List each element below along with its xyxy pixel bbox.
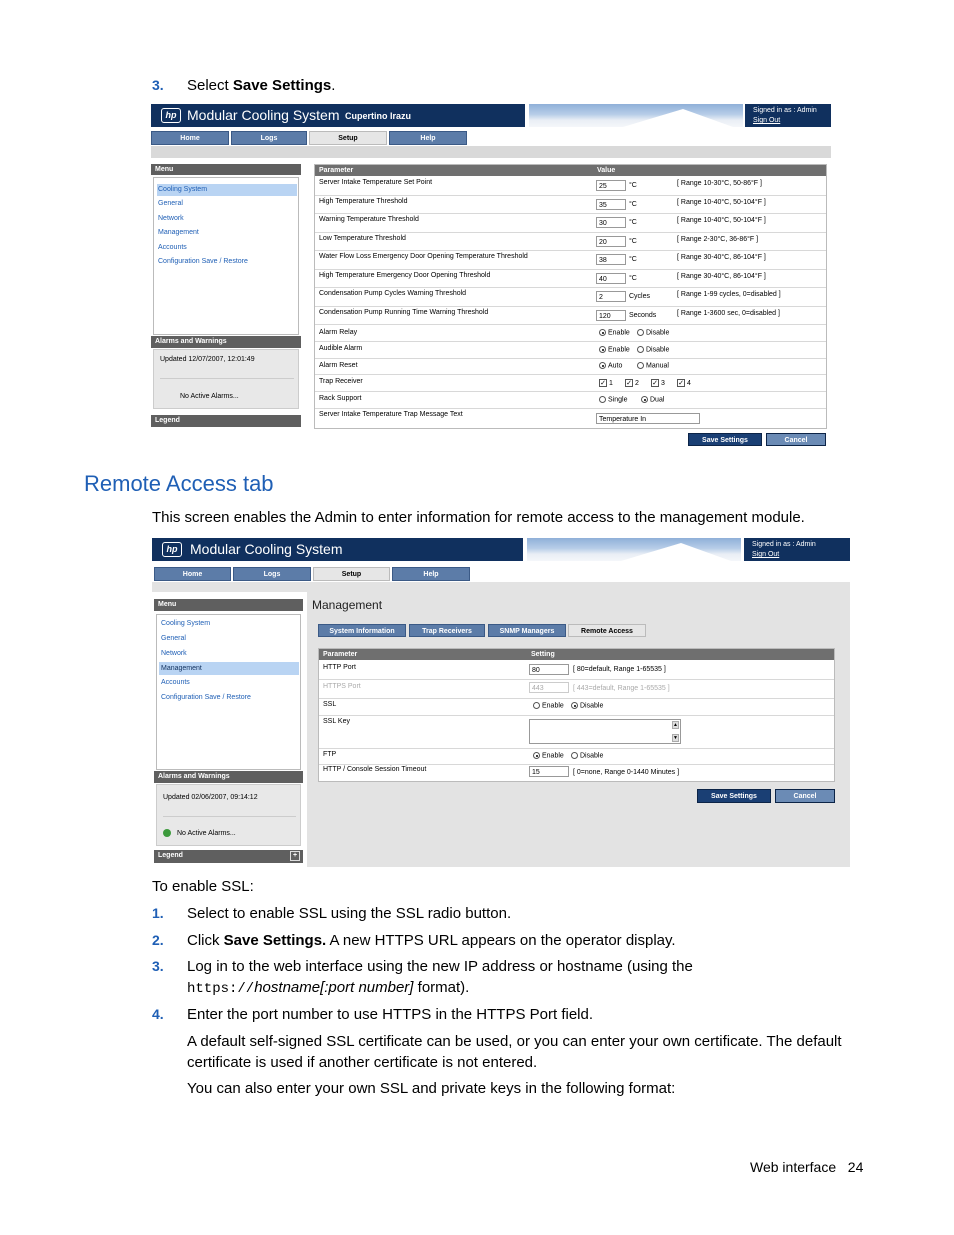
setup-screenshot: [151, 104, 831, 450]
page-number: 24: [847, 1159, 864, 1175]
ssl-disable-radio[interactable]: Disable: [571, 702, 603, 709]
row-label: Condensation Pump Running Time Warning Threshold: [319, 308, 489, 316]
menu-item-config-save-restore[interactable]: Configuration Save / Restore: [161, 694, 251, 701]
radio-icon: [637, 329, 644, 336]
row-label: Server Intake Temperature Set Point: [319, 179, 433, 186]
subtab-snmp-managers[interactable]: SNMP Managers: [488, 624, 566, 637]
value-input[interactable]: 20: [596, 236, 626, 247]
trap-receiver-3[interactable]: ✓ 3: [652, 379, 665, 387]
signed-in-box: [744, 538, 850, 561]
radio-icon: [533, 752, 540, 759]
radio-icon: [637, 346, 644, 353]
row-label: High Temperature Emergency Door Opening Threshold: [319, 271, 491, 279]
range-hint: [ Range 10-40°C, 50-104°F ]: [677, 198, 766, 206]
divider: [160, 378, 294, 379]
row-label: HTTP / Console Session Timeout: [323, 766, 427, 773]
footer: [750, 1157, 863, 1178]
value-input[interactable]: 30: [596, 217, 626, 228]
scroll-down-icon[interactable]: ▼: [673, 735, 678, 741]
unit-label: °C: [629, 237, 637, 245]
menu-header: Menu: [154, 599, 303, 611]
mountain-banner: [529, 104, 743, 127]
unit-label: °C: [629, 274, 637, 282]
alarms-panel: [156, 784, 301, 846]
step-number: 3.: [152, 958, 164, 974]
app-title: Modular Cooling System: [187, 107, 340, 123]
app-header: [152, 538, 523, 561]
mountain-banner: [527, 538, 741, 561]
tab-help[interactable]: Help: [392, 567, 470, 581]
divider: [163, 816, 296, 817]
menu-item-accounts[interactable]: Accounts: [161, 679, 190, 686]
row-label: Audible Alarm: [319, 345, 363, 352]
radio-icon: [533, 702, 540, 709]
unit-label: °C: [629, 200, 637, 208]
no-alarms-text: No Active Alarms...: [180, 393, 239, 400]
table-row: [315, 391, 826, 409]
footer-label: Web interface: [750, 1159, 837, 1175]
legend-header[interactable]: Legend: [151, 415, 301, 427]
signed-in-box: [745, 104, 831, 127]
ftp-enable-radio[interactable]: Enable: [533, 752, 564, 759]
menu-item-accounts[interactable]: Accounts: [158, 244, 187, 251]
row-label: SSL Key: [323, 718, 350, 725]
subtab-system-information[interactable]: System Information: [318, 624, 406, 637]
range-hint: [ Range 1-3600 sec, 0=disabled ]: [677, 309, 780, 317]
checkbox-icon: ✓: [626, 380, 632, 387]
hp-logo-icon: hp: [162, 542, 182, 557]
hp-logo-icon: hp: [161, 108, 181, 123]
trap-receiver-1[interactable]: ✓ 1: [600, 379, 613, 387]
alarm-relay-disable[interactable]: Disable: [637, 329, 669, 336]
remote-access-screenshot: [152, 538, 850, 867]
menu-item-general[interactable]: General: [161, 635, 186, 642]
step-number: 1.: [152, 905, 164, 921]
range-hint: [ Range 30-40°C, 86-104°F ]: [677, 254, 766, 261]
step-text: Select Save Settings.: [187, 77, 336, 94]
row-label: Alarm Reset: [319, 362, 358, 369]
table-header: [315, 165, 826, 176]
unit-label: °C: [629, 182, 637, 189]
tab-help[interactable]: Help: [389, 131, 467, 145]
range-hint: [ Range 30-40°C, 86-104°F ]: [677, 272, 766, 280]
instructions-lead: To enable SSL:: [152, 878, 254, 895]
cancel-button[interactable]: Cancel: [775, 789, 835, 803]
step-text: Log in to the web interface using the new IP address or hostname (using the https://hostname[:port number] format).: [187, 958, 693, 997]
row-label: Trap Receiver: [319, 378, 363, 385]
range-hint: [ Range 10-40°C, 50-104°F ]: [677, 217, 766, 224]
unit-label: °C: [629, 219, 637, 226]
table-row: [315, 374, 826, 392]
menu-item-cooling-system[interactable]: Cooling System: [158, 186, 208, 193]
col-parameter: Parameter: [319, 167, 354, 174]
menu-item-network[interactable]: Network: [161, 650, 187, 657]
alarms-updated: Updated 02/06/2007, 09:14:12: [163, 794, 258, 801]
col-parameter: Parameter: [323, 651, 358, 658]
alarms-updated: Updated 12/07/2007, 12:01:49: [160, 356, 255, 363]
menu-item-management[interactable]: Management: [161, 665, 202, 672]
checkbox-icon: ✓: [652, 380, 658, 387]
https-port-input[interactable]: 443: [529, 682, 569, 693]
trap-receiver-4[interactable]: ✓ 4: [678, 379, 691, 387]
save-settings-button[interactable]: Save Settings: [688, 433, 762, 446]
ok-status-icon: [163, 829, 171, 837]
menu-item-config-save-restore[interactable]: Configuration Save / Restore: [158, 258, 248, 265]
menu-item-management[interactable]: Management: [158, 229, 199, 236]
cancel-button[interactable]: Cancel: [766, 433, 826, 446]
table-row: [319, 660, 834, 680]
expand-icon[interactable]: +: [290, 851, 300, 861]
step-text: Click Save Settings. A new HTTPS URL appears on the operator display.: [187, 932, 676, 949]
radio-icon: [571, 702, 578, 709]
table-row: [315, 269, 826, 289]
ssl-enable-radio[interactable]: Enable: [533, 702, 564, 709]
http-port-input[interactable]: 80: [529, 664, 569, 675]
menu-item-network[interactable]: Network: [158, 215, 184, 222]
rack-support-single[interactable]: Single: [599, 396, 627, 403]
paragraph: You can also enter your own SSL and private keys in the following format:: [187, 1080, 676, 1097]
session-timeout-input[interactable]: 15: [529, 766, 569, 777]
audible-alarm-enable[interactable]: Enable: [599, 346, 630, 353]
subtab-trap-receivers[interactable]: Trap Receivers: [409, 624, 485, 637]
menu-item-cooling-system[interactable]: Cooling System: [161, 620, 211, 627]
row-label: Rack Support: [319, 395, 362, 402]
value-input[interactable]: 35: [596, 199, 626, 210]
table-row: [315, 250, 826, 270]
col-setting: Setting: [531, 651, 555, 658]
subtab-remote-access[interactable]: Remote Access: [568, 624, 646, 637]
step-number: 4.: [152, 1006, 164, 1022]
value-input[interactable]: 2: [596, 291, 626, 302]
table-row: [315, 195, 826, 215]
rack-support-dual[interactable]: Dual: [641, 396, 664, 403]
page-title: Management: [312, 598, 383, 612]
save-settings-button[interactable]: Save Settings: [697, 789, 771, 803]
tab-logs[interactable]: Logs: [231, 131, 307, 145]
audible-alarm-disable[interactable]: Disable: [637, 346, 669, 353]
unit-label: Seconds: [629, 311, 657, 319]
radio-icon: [599, 346, 606, 353]
table-row: [315, 287, 826, 307]
table-row: [315, 232, 826, 252]
menu-panel: [156, 614, 301, 770]
unit-label: Cycles: [629, 293, 651, 300]
tab-underline: [151, 146, 831, 158]
ssl-key-textarea[interactable]: [529, 719, 681, 744]
menu-header: Menu: [151, 164, 301, 175]
table-row: [315, 358, 826, 375]
table-row: [319, 748, 834, 765]
menu-panel: [153, 177, 299, 335]
radio-icon: [599, 329, 606, 336]
row-label: SSL: [323, 701, 337, 708]
tab-underline: [152, 582, 307, 592]
radio-icon: [571, 752, 578, 759]
sign-out-link[interactable]: Sign Out: [752, 551, 780, 558]
remote-access-table: [318, 648, 835, 782]
row-label: Alarm Relay: [319, 329, 358, 336]
range-hint: [ Range 10-30°C, 50-86°F ]: [677, 180, 762, 187]
row-label: Condensation Pump Cycles Warning Threshold: [319, 290, 467, 297]
no-alarms-text: No Active Alarms...: [177, 829, 236, 837]
step-text: Enter the port number to use HTTPS in the HTTPS Port field.: [187, 1006, 594, 1023]
tab-home[interactable]: Home: [154, 567, 231, 581]
app-title: Modular Cooling System: [190, 541, 343, 557]
paragraph: A default self-signed SSL certificate can be used, or you can enter your own certificate. The default certificate is used if another certificate is not entered.: [187, 1033, 842, 1071]
value-input[interactable]: 38: [596, 254, 626, 265]
tab-setup[interactable]: Setup: [309, 131, 387, 145]
app-header: [151, 104, 525, 127]
scroll-up-icon[interactable]: ▲: [673, 722, 678, 728]
range-hint: [ Range 2-30°C, 36-86°F ]: [677, 235, 759, 243]
table-row: [315, 176, 826, 196]
step-number: 3.: [152, 77, 164, 93]
tab-logs[interactable]: Logs: [233, 567, 311, 581]
session-timeout-hint: [ 0=none, Range 0-1440 Minutes ]: [573, 769, 680, 776]
signed-in-label: Signed in as : Admin: [753, 107, 817, 114]
signed-in-label: Signed in as : Admin: [752, 541, 816, 548]
table-header: [319, 649, 834, 660]
section-intro: This screen enables the Admin to enter information for remote access to the management module.: [152, 509, 805, 526]
menu-item-general[interactable]: General: [158, 200, 183, 207]
row-label: Warning Temperature Threshold: [319, 216, 419, 223]
checkbox-icon: ✓: [600, 380, 606, 387]
table-row: [315, 306, 826, 326]
https-port-hint: [ 443=default, Range 1-65535 ]: [573, 685, 670, 692]
alarm-reset-auto[interactable]: Auto: [599, 362, 622, 369]
table-row: [319, 715, 834, 749]
no-alarms-row: [163, 829, 236, 837]
step-text: Select to enable SSL using the SSL radio button.: [187, 905, 512, 922]
row-label: High Temperature Threshold: [319, 197, 408, 205]
row-label: Low Temperature Threshold: [319, 234, 406, 242]
radio-icon: [641, 396, 648, 403]
setup-table: [314, 164, 827, 429]
value-input[interactable]: 120: [596, 310, 626, 321]
app-subtitle: Cupertino Irazu: [345, 111, 412, 121]
radio-icon: [637, 362, 644, 369]
sign-out-link[interactable]: Sign Out: [753, 117, 781, 124]
legend-header[interactable]: [154, 850, 303, 863]
radio-icon: [599, 396, 606, 403]
table-row: [315, 341, 826, 359]
ftp-disable-radio[interactable]: Disable: [571, 752, 603, 759]
tab-home[interactable]: Home: [151, 131, 229, 145]
table-row: [315, 213, 826, 233]
value-input[interactable]: 25: [596, 180, 626, 191]
section-title: Remote Access tab: [84, 471, 274, 496]
table-row: [319, 698, 834, 716]
alarm-relay-enable[interactable]: Enable: [599, 329, 630, 336]
tab-setup[interactable]: Setup: [313, 567, 390, 581]
row-label: HTTPS Port: [323, 683, 361, 690]
row-label: HTTP Port: [323, 664, 356, 671]
row-label: FTP: [323, 751, 337, 758]
row-label: Water Flow Loss Emergency Door Opening Temperature Threshold: [319, 253, 528, 260]
http-port-hint: [ 80=default, Range 1-65535 ]: [573, 666, 666, 673]
row-label: Server Intake Temperature Trap Message Text: [319, 411, 463, 418]
unit-label: °C: [629, 256, 637, 263]
table-row: [315, 324, 826, 342]
checkbox-icon: ✓: [678, 380, 684, 387]
alarms-header: Alarms and Warnings: [154, 771, 303, 783]
col-value: Value: [597, 167, 616, 174]
trap-receiver-2[interactable]: ✓ 2: [626, 379, 639, 387]
range-hint: [ Range 1-99 cycles, 0=disabled ]: [677, 291, 781, 298]
table-row: [319, 764, 834, 782]
table-row: [319, 679, 834, 699]
value-input[interactable]: 40: [596, 273, 626, 284]
step-number: 2.: [152, 932, 164, 948]
alarm-reset-manual[interactable]: Manual: [637, 362, 669, 369]
legend-label: Legend: [158, 852, 183, 859]
trap-message-input[interactable]: Temperature In: [596, 413, 700, 424]
alarms-header: Alarms and Warnings: [151, 336, 301, 348]
radio-icon: [599, 362, 606, 369]
alarms-panel: [153, 349, 299, 409]
table-row: [315, 408, 826, 428]
